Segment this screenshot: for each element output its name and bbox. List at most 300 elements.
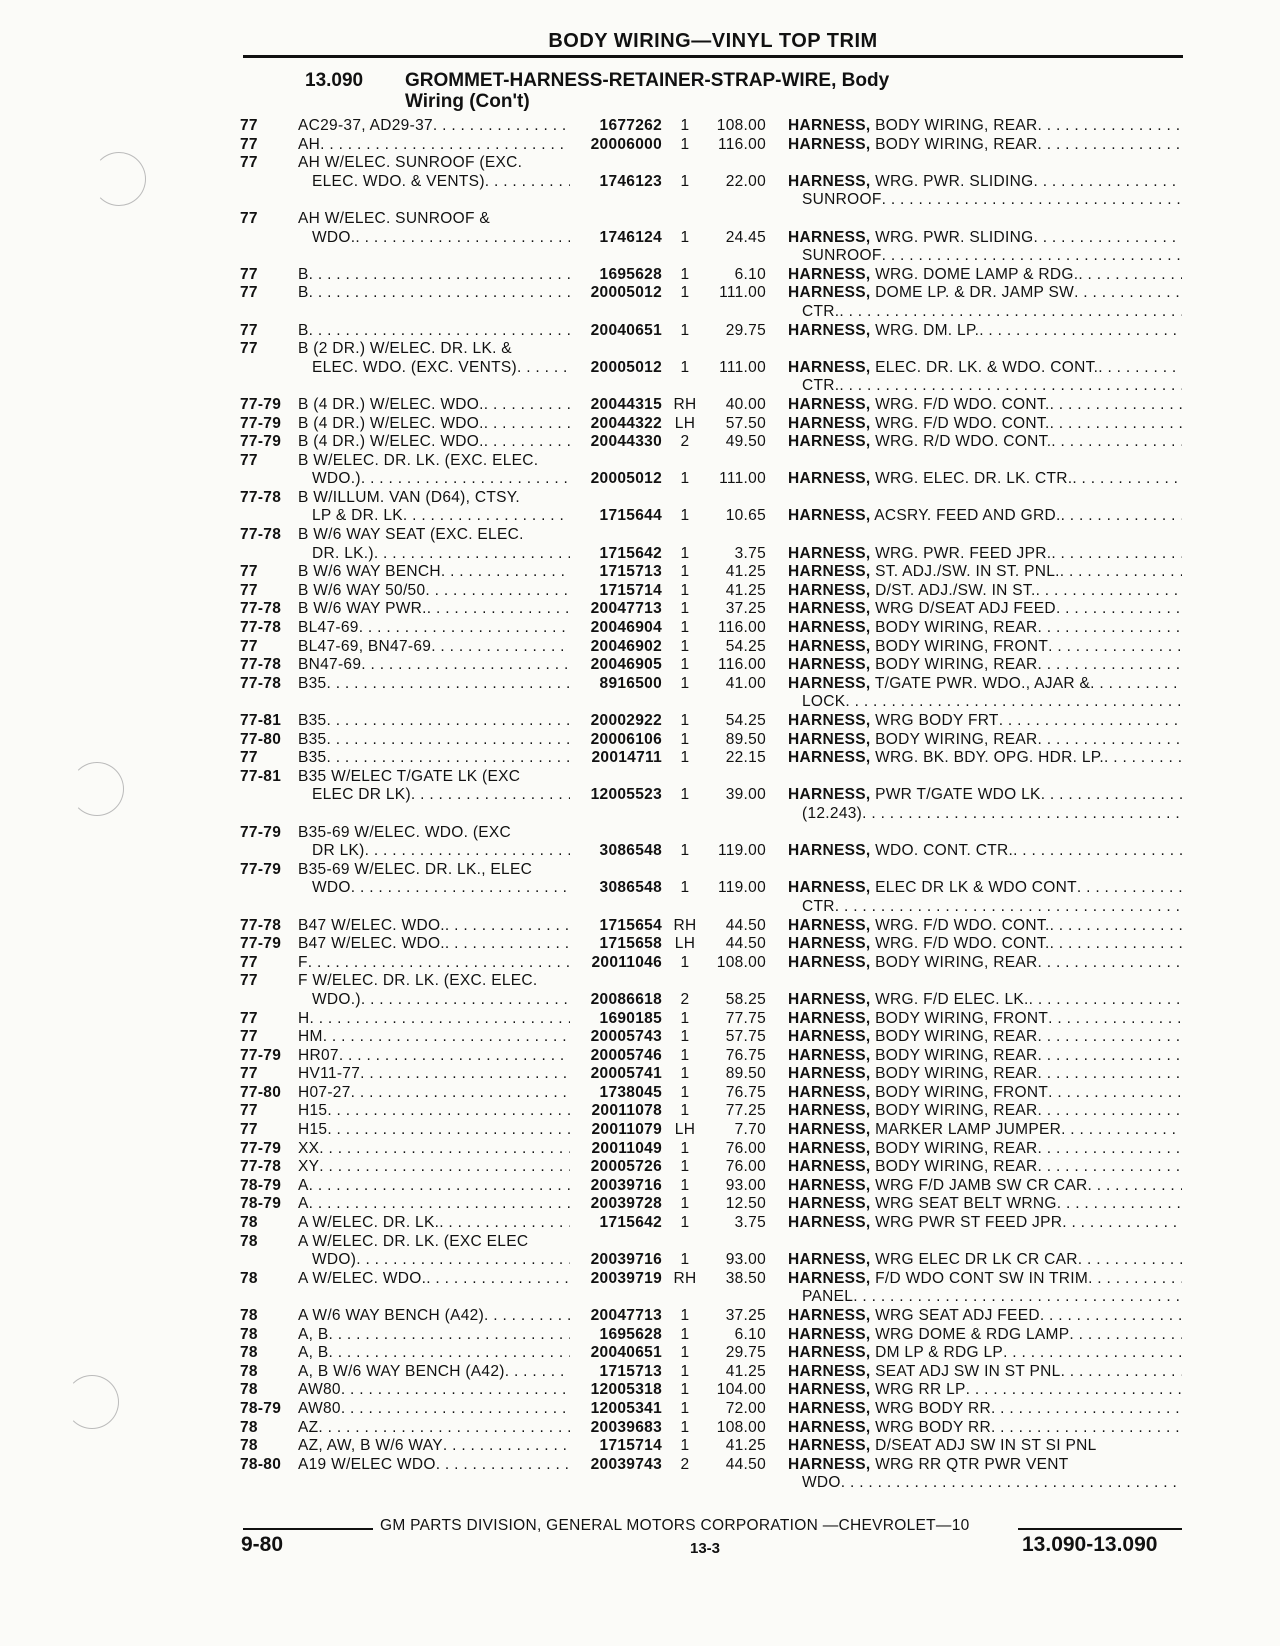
description-cell [788, 1419, 1182, 1438]
description-text: WRG. F/D ELEC. LK. [875, 990, 1029, 1008]
quantity-cell [662, 1288, 708, 1307]
part-number-cell [570, 377, 662, 396]
part-number-cell [570, 805, 662, 824]
year-cell: 77-79 [240, 414, 282, 432]
description-cell [788, 154, 1182, 173]
quantity-cell: RH [673, 395, 697, 413]
part-number-cell: 1677262 [599, 117, 662, 134]
description-cell [788, 1121, 1182, 1140]
year-cell: 77-78 [240, 1158, 282, 1176]
description-cell [788, 786, 1182, 805]
part-number-cell [570, 340, 662, 359]
description-cell [788, 526, 1182, 545]
model-cell [298, 247, 570, 266]
year-cell: 77 [240, 1102, 258, 1120]
description-cell [788, 619, 1182, 638]
description-cell [788, 247, 1182, 266]
description-text: WRG ELEC DR LK CR CAR [875, 1251, 1078, 1269]
part-number-cell: 1715714 [599, 1437, 662, 1455]
table-row [240, 824, 1182, 843]
description-text: BODY WIRING, REAR [875, 1046, 1038, 1064]
model-cell [298, 303, 570, 322]
part-number-cell: 20046904 [590, 619, 662, 637]
model-text: B (4 DR.) W/ELEC. WDO. [298, 395, 484, 413]
price-cell: 57.75 [725, 1028, 766, 1046]
description-text: WRG. F/D WDO. CONT. [875, 395, 1050, 413]
year-cell [240, 470, 298, 489]
part-number-cell: 20086618 [590, 990, 662, 1008]
description-text: WRG BODY FRT [875, 712, 999, 729]
description-text: SEAT ADJ SW IN ST PNL [875, 1362, 1061, 1380]
description-cell [788, 1084, 1182, 1103]
part-number-cell: 20011078 [591, 1102, 662, 1120]
year-cell: 78 [240, 1214, 258, 1232]
description-text: (12.243) [802, 804, 863, 822]
table-row [240, 470, 1182, 489]
year-cell [240, 507, 298, 526]
model-text: BL47-69 [298, 619, 359, 637]
year-cell: 77 [240, 581, 258, 599]
price-cell: 29.75 [725, 321, 766, 339]
model-text: XX [298, 1139, 320, 1157]
table-row [240, 191, 1182, 210]
description-text: DOME LP. & DR. JAMP SW [875, 284, 1075, 302]
description-text: BODY WIRING, REAR [875, 656, 1038, 674]
year-cell: 78 [240, 1232, 258, 1250]
model-text: A [298, 1176, 309, 1194]
description-text: WRG. BK. BDY. OPG. HDR. LP. [875, 749, 1105, 767]
price-cell [708, 693, 788, 712]
section-heading [305, 70, 889, 112]
description-label: HARNESS, [788, 1251, 871, 1269]
model-cell [298, 1307, 570, 1326]
price-cell: 76.75 [725, 1083, 766, 1101]
model-text: F [298, 953, 308, 971]
description-text: BODY WIRING, REAR [875, 619, 1038, 637]
description-cell [788, 1047, 1182, 1066]
part-number-cell: 20014711 [591, 749, 662, 767]
table-row [240, 210, 1182, 229]
price-cell: 44.50 [725, 1455, 766, 1473]
part-number-cell [570, 861, 662, 880]
model-cell [298, 731, 570, 750]
description-cell [788, 600, 1182, 619]
table-row [240, 1065, 1182, 1084]
year-cell: 77 [240, 972, 258, 990]
model-cell [298, 638, 570, 657]
model-cell [298, 935, 570, 954]
description-text: WRG. PWR. SLIDING [875, 228, 1034, 246]
quantity-cell: 1 [680, 674, 690, 692]
table-row [240, 786, 1182, 805]
description-cell [788, 1381, 1182, 1400]
model-text: LP & DR. LK [312, 507, 403, 525]
model-cell [298, 415, 570, 434]
table-row [240, 693, 1182, 712]
table-row [240, 842, 1182, 861]
description-label: HARNESS, [788, 786, 871, 804]
description-text: D/ST. ADJ./SW. IN ST. [875, 581, 1036, 599]
description-text: BODY WIRING, FRONT [875, 637, 1049, 655]
description-cell [788, 991, 1182, 1010]
description-label: HARNESS, [788, 1269, 871, 1287]
price-cell: 6.10 [734, 265, 766, 283]
part-number-cell: 20011079 [591, 1121, 662, 1139]
quantity-cell: 1 [680, 507, 690, 525]
quantity-cell [662, 1233, 708, 1252]
description-label: HARNESS, [788, 990, 871, 1008]
description-text: ELEC DR LK & WDO CONT [875, 879, 1077, 897]
table-row [240, 563, 1182, 582]
description-cell [788, 1177, 1182, 1196]
part-number-cell: 12005318 [590, 1381, 662, 1399]
year-cell [240, 191, 298, 210]
price-cell [708, 340, 788, 359]
price-cell: 119.00 [717, 879, 766, 897]
description-cell [788, 1028, 1182, 1047]
model-cell [298, 861, 570, 880]
year-cell: 78-80 [240, 1455, 282, 1473]
description-label: HARNESS, [788, 172, 871, 190]
model-text: WDO. [312, 228, 356, 246]
quantity-cell [662, 1474, 708, 1493]
model-text: B35-69 W/ELEC. WDO. (EXC [298, 823, 512, 841]
quantity-cell: RH [673, 1269, 697, 1287]
description-text: BODY WIRING, REAR [875, 730, 1038, 748]
quantity-cell: 1 [680, 1195, 690, 1213]
year-cell: 77 [240, 209, 258, 227]
quantity-cell [662, 824, 708, 843]
description-text: WRG RR LP [875, 1381, 966, 1399]
model-cell [298, 1400, 570, 1419]
quantity-cell [662, 247, 708, 266]
description-text: WRG DOME & RDG LAMP [875, 1325, 1070, 1343]
price-cell: 57.50 [725, 414, 766, 432]
model-cell [298, 526, 570, 545]
price-cell: 76.75 [725, 1046, 766, 1064]
description-cell [788, 266, 1182, 285]
part-number-cell [570, 824, 662, 843]
price-cell: 24.45 [725, 228, 766, 246]
model-cell [298, 1028, 570, 1047]
table-row [240, 1010, 1182, 1029]
quantity-cell: 1 [680, 1362, 690, 1380]
table-row [240, 1177, 1182, 1196]
model-cell [298, 805, 570, 824]
model-text: B W/ELEC. DR. LK. (EXC. ELEC. [298, 451, 539, 469]
model-text: AH W/ELEC. SUNROOF (EXC. [298, 154, 523, 172]
price-cell: 22.15 [725, 749, 766, 767]
table-row [240, 117, 1182, 136]
model-cell [298, 879, 570, 898]
part-number-cell: 1715642 [599, 1214, 662, 1232]
price-cell: 41.25 [725, 563, 766, 581]
description-label: HARNESS, [788, 842, 871, 860]
year-cell [240, 303, 298, 322]
year-cell: 78 [240, 1307, 258, 1324]
quantity-cell: 1 [680, 656, 690, 674]
model-cell [298, 749, 570, 768]
year-cell [240, 377, 298, 396]
table-row [240, 1456, 1182, 1475]
description-label: HARNESS, [788, 1362, 871, 1380]
description-cell [788, 638, 1182, 657]
price-cell [708, 452, 788, 471]
year-cell: 77-78 [240, 656, 282, 674]
model-cell [298, 1251, 570, 1270]
quantity-cell: 1 [680, 172, 690, 190]
quantity-cell: 1 [680, 619, 690, 637]
part-number-cell: 20047713 [590, 1307, 662, 1324]
description-label: HARNESS, [788, 581, 871, 599]
description-cell [788, 1363, 1182, 1382]
table-row [240, 1084, 1182, 1103]
price-cell: 108.00 [716, 117, 766, 134]
model-cell [298, 340, 570, 359]
model-cell [298, 824, 570, 843]
model-text: WDO [312, 879, 351, 897]
table-row [240, 675, 1182, 694]
description-cell [788, 1307, 1182, 1326]
table-row [240, 1400, 1182, 1419]
part-number-cell: 1715713 [599, 1362, 662, 1380]
footer-date: 9-80 [241, 1533, 284, 1556]
description-cell [788, 731, 1182, 750]
description-label: HARNESS, [788, 1195, 871, 1213]
quantity-cell: RH [673, 916, 697, 934]
year-cell [240, 842, 298, 861]
description-cell [788, 563, 1182, 582]
year-cell: 77-78 [240, 619, 282, 637]
description-text: CTR. [802, 302, 840, 320]
quantity-cell: 2 [680, 433, 690, 451]
price-cell: 77.25 [725, 1102, 766, 1120]
model-cell [298, 1177, 570, 1196]
table-row [240, 1140, 1182, 1159]
part-number-cell: 1715642 [599, 544, 662, 562]
price-cell: 108.00 [716, 1418, 766, 1436]
year-cell: 77 [240, 321, 258, 339]
price-cell [708, 191, 788, 210]
description-text: WDO. CONT. CTR. [875, 842, 1014, 860]
table-row [240, 489, 1182, 508]
year-cell: 77 [240, 135, 258, 153]
description-label: HARNESS, [788, 1046, 871, 1064]
price-cell: 119.00 [717, 842, 766, 860]
model-text: B (4 DR.) W/ELEC. WDO. [298, 414, 484, 432]
part-number-cell: 1746123 [599, 172, 662, 190]
part-number-cell: 20039683 [590, 1418, 662, 1436]
model-cell [298, 284, 570, 303]
description-cell [788, 1233, 1182, 1252]
part-number-cell: 20005012 [590, 470, 662, 488]
price-cell: 3.75 [734, 1214, 766, 1232]
description-text: WRG. F/D WDO. CONT. [875, 414, 1050, 432]
price-cell: 41.00 [725, 674, 766, 692]
part-number-cell: 20044322 [590, 414, 662, 432]
part-number-cell: 1690185 [599, 1009, 662, 1027]
section-title: GROMMET-HARNESS-RETAINER-STRAP-WIRE, Body [405, 70, 890, 91]
year-cell: 77 [240, 563, 258, 581]
part-number-cell: 20005726 [590, 1158, 662, 1176]
year-cell: 77 [240, 1121, 258, 1139]
part-number-cell: 8916500 [599, 674, 662, 692]
model-cell [298, 1456, 570, 1475]
part-number-cell: 20005746 [590, 1046, 662, 1064]
table-row [240, 1158, 1182, 1177]
model-text: BN47-69 [298, 656, 362, 674]
model-text: WDO.) [312, 990, 361, 1008]
year-cell: 77-81 [240, 712, 282, 729]
quantity-cell: 1 [680, 228, 690, 246]
description-cell [788, 972, 1182, 991]
description-cell [788, 1158, 1182, 1177]
quantity-cell: 1 [680, 1065, 690, 1083]
footer-rule [1018, 1528, 1182, 1530]
quantity-cell: 1 [680, 1437, 690, 1455]
year-cell [240, 173, 298, 192]
description-cell [788, 1214, 1182, 1233]
description-cell [788, 1437, 1182, 1456]
section-number: 13.090 [305, 70, 364, 91]
description-label: HARNESS, [788, 935, 871, 953]
price-cell: 22.00 [725, 172, 766, 190]
part-number-cell [570, 303, 662, 322]
price-cell: 41.25 [725, 1362, 766, 1380]
year-cell [240, 805, 298, 824]
year-cell: 77 [240, 154, 258, 172]
description-cell [788, 1195, 1182, 1214]
description-cell [788, 136, 1182, 155]
table-row [240, 917, 1182, 936]
model-text: XY [298, 1158, 320, 1176]
table-row [240, 898, 1182, 917]
year-cell: 77 [240, 637, 258, 655]
description-cell [788, 1344, 1182, 1363]
table-row [240, 1102, 1182, 1121]
table-row [240, 359, 1182, 378]
quantity-cell: 1 [680, 563, 690, 581]
quantity-cell: 1 [680, 284, 690, 302]
quantity-cell: 1 [680, 637, 690, 655]
year-cell [240, 1288, 298, 1307]
year-cell [240, 898, 298, 917]
quantity-cell: 1 [680, 1009, 690, 1027]
part-number-cell [570, 1474, 662, 1493]
year-cell [240, 1474, 298, 1493]
price-cell: 89.50 [725, 730, 766, 748]
quantity-cell [662, 377, 708, 396]
description-cell [788, 954, 1182, 973]
part-number-cell: 1738045 [599, 1083, 662, 1101]
description-label: HARNESS, [788, 916, 871, 934]
description-label: HARNESS, [788, 656, 871, 674]
description-text: SUNROOF [802, 191, 882, 209]
model-cell [298, 266, 570, 285]
part-number-cell: 20039743 [590, 1455, 662, 1473]
description-label: HARNESS, [788, 1399, 871, 1417]
description-label: HARNESS, [788, 1455, 871, 1473]
quantity-cell: 1 [680, 879, 690, 897]
description-text: ELEC. DR. LK. & WDO. CONT. [875, 358, 1099, 376]
price-cell: 41.25 [725, 581, 766, 599]
table-row [240, 545, 1182, 564]
price-cell [708, 768, 788, 787]
model-cell [298, 1214, 570, 1233]
model-text: DR LK) [312, 842, 365, 860]
table-row [240, 768, 1182, 787]
table-row [240, 749, 1182, 768]
model-text: B35 [298, 674, 327, 692]
part-number-cell: 3086548 [599, 842, 662, 860]
description-text: WRG F/D JAMB SW CR CAR [875, 1176, 1088, 1194]
description-label: HARNESS, [788, 1083, 871, 1101]
part-number-cell [570, 247, 662, 266]
description-cell [788, 229, 1182, 248]
quantity-cell: 1 [680, 1307, 690, 1324]
description-cell [788, 861, 1182, 880]
description-text: PWR T/GATE WDO LK [875, 786, 1041, 804]
description-text: WRG. F/D WDO. CONT. [875, 935, 1050, 953]
quantity-cell [662, 805, 708, 824]
description-text: BODY WIRING, REAR [875, 1158, 1038, 1176]
description-cell [788, 340, 1182, 359]
year-cell [240, 693, 298, 712]
description-label: HARNESS, [788, 284, 871, 302]
description-text: CTR. [802, 377, 840, 395]
quantity-cell: 1 [680, 953, 690, 971]
part-number-cell: 20011046 [591, 953, 662, 971]
model-cell [298, 1344, 570, 1363]
model-text: H07-27 [298, 1083, 351, 1101]
model-cell [298, 507, 570, 526]
part-number-cell [570, 489, 662, 508]
year-cell: 77-80 [240, 1083, 282, 1101]
model-cell [298, 396, 570, 415]
description-cell [788, 693, 1182, 712]
price-cell [708, 1288, 788, 1307]
model-cell [298, 191, 570, 210]
description-label: HARNESS, [788, 879, 871, 897]
year-cell: 78 [240, 1437, 258, 1455]
description-text: CTR [802, 897, 835, 915]
part-number-cell [570, 1288, 662, 1307]
table-row [240, 1195, 1182, 1214]
model-cell [298, 712, 570, 731]
table-row [240, 972, 1182, 991]
year-cell [240, 247, 298, 266]
model-cell [298, 452, 570, 471]
year-cell: 77-78 [240, 488, 282, 506]
quantity-cell: 1 [680, 470, 690, 488]
description-text: WRG D/SEAT ADJ FEED [875, 600, 1056, 618]
price-cell: 77.75 [725, 1009, 766, 1027]
description-cell [788, 359, 1182, 378]
part-number-cell: 20040651 [590, 1344, 662, 1362]
price-cell [708, 210, 788, 229]
description-cell [788, 489, 1182, 508]
quantity-cell: 1 [680, 1251, 690, 1269]
quantity-cell: 2 [680, 990, 690, 1008]
description-label: HARNESS, [788, 1158, 871, 1176]
model-text: A W/ELEC. DR. LK. (EXC ELEC [298, 1232, 529, 1250]
price-cell [708, 247, 788, 266]
quantity-cell [662, 191, 708, 210]
table-row [240, 340, 1182, 359]
quantity-cell: 1 [680, 712, 690, 729]
description-cell [788, 433, 1182, 452]
description-label: HARNESS, [788, 674, 871, 692]
